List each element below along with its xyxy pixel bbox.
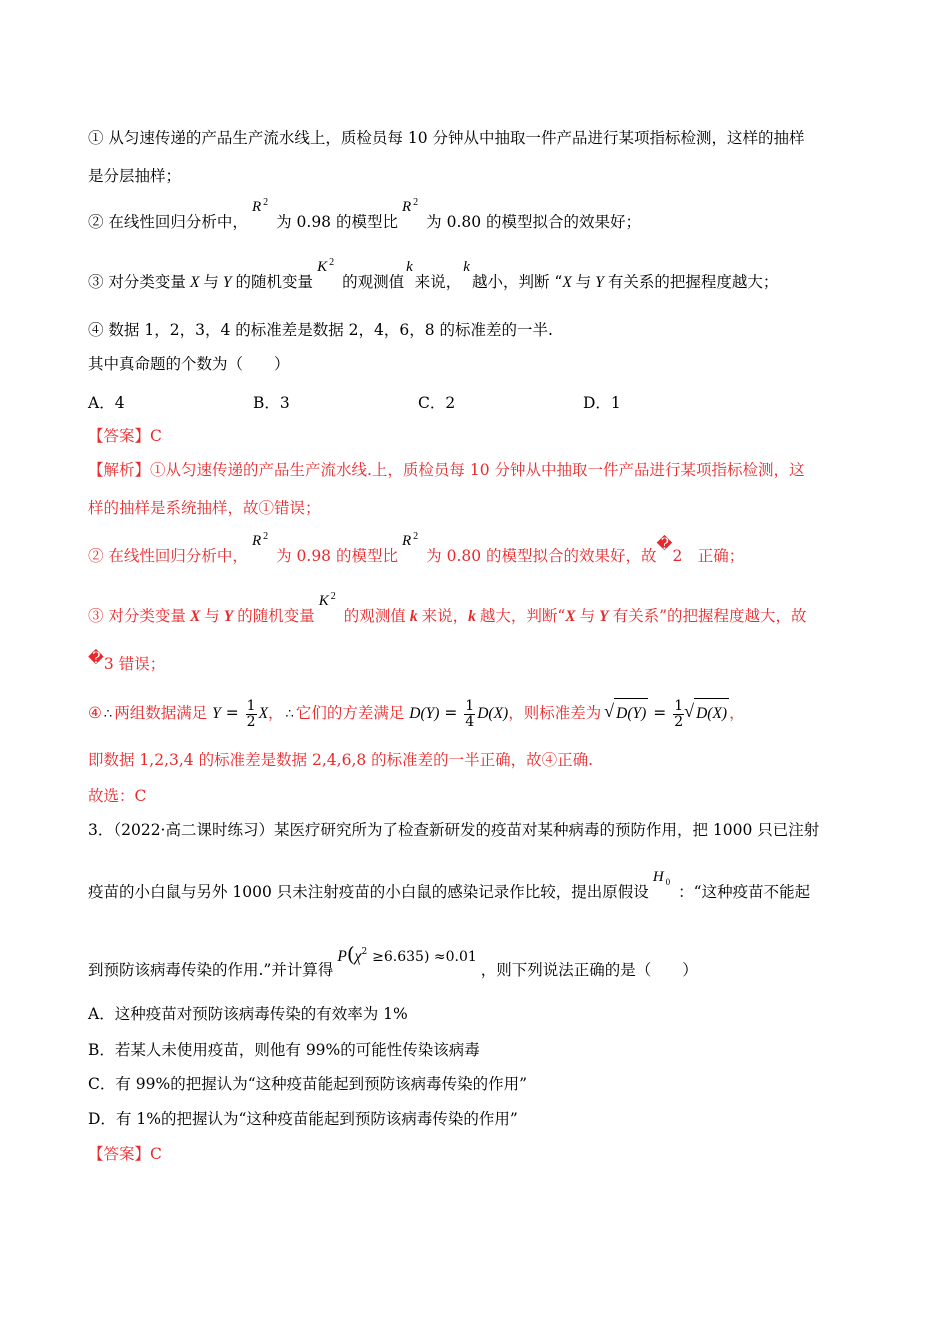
r-squared-4: R $^2$	[401, 531, 419, 549]
option-b: B．3	[253, 394, 290, 412]
analysis-line-7: 即数据 1,2,3,4 的标准差是数据 2,4,6,8 的标准差的一半正确，故④正确.	[88, 751, 594, 769]
item-1-line-2: 是分层抽样；	[88, 167, 182, 185]
analysis-line-3: ② 在线性回归分析中，R $^2$为 0.98 的模型比R $^2$为 0.80 的模型拟合的效果好，故�2 正确；	[88, 531, 745, 565]
equation-y-half-x: Y = $\frac{1}{2}$ X	[212, 697, 269, 730]
analysis-line-2: 样的抽样是系统抽样，故①错误；	[88, 499, 321, 517]
item-2	[88, 197, 642, 235]
h-zero: H $_0$	[652, 869, 671, 887]
item-4: ④ 数据 1，2，3，4 的标准差是数据 2，4，6，8 的标准差的一半.	[88, 321, 553, 339]
analysis-line-6: ④ ∴ 两组数据满足 Y = $\frac{1}{2}$ X， ∴ 它们的方差满足 D(Y) = $\frac{1}{4}$ D(X)，则标准差为 √ D(Y) = $\frac{1}{2}$ √ D(X) ，	[88, 698, 745, 730]
r-squared-3: R $^2$	[251, 531, 269, 549]
q3-option-b: B．若某人未使用疫苗，则他有 99%的可能性传染该病毒	[88, 1041, 480, 1059]
item-1-line-1: ① 从匀速传递的产品生产流水线上，质检员每 10 分钟从中抽取一件产品进行某项指标检测，这样的抽样	[88, 129, 805, 147]
question-stem: 其中真命题的个数为（ ）	[88, 355, 290, 373]
equation-std: √ D(Y) = $\frac{1}{2}$ √ D(X)	[606, 704, 729, 722]
k-squared-2: K $^2$	[318, 591, 336, 609]
r-squared: R $^2$	[251, 197, 269, 215]
answer-label: 【答案】C	[88, 427, 162, 445]
analysis-line-5: �3 错误；	[88, 649, 166, 673]
item-2-prefix: ② 在线性回归分析中，	[88, 213, 248, 231]
probability-expression: $P(\chi^2 \ge 6.635) \approx 0.01$	[337, 942, 477, 966]
item-2-mid: 为 0.98 的模型比	[276, 213, 398, 231]
option-c: C．2	[418, 394, 456, 412]
analysis-line-1: 【解析】①从匀速传递的产品生产流水线.上，质检员每 10 分钟从中抽取一件产品进行某项指标检测，这	[88, 461, 805, 479]
option-d: D．1	[583, 394, 621, 412]
analysis-line-8: 故选：C	[88, 787, 147, 805]
q3-line-2: 疫苗的小白鼠与另外 1000 只未注射疫苗的小白鼠的感染记录作比较，提出原假设H $_0$：“这种疫苗不能起	[88, 869, 811, 901]
item-2-suffix: 为 0.80 的模型拟合的效果好；	[426, 213, 642, 231]
q3-answer-label: 【答案】C	[88, 1145, 162, 1163]
q3-line-3: 到预防该病毒传染的作用.”并计算得$P(\chi^2 \ge 6.635) \approx 0.01$，则下列说法正确的是（ ）	[88, 942, 698, 979]
k-squared: K $^2$	[317, 257, 335, 275]
item-3: ③ 对分类变量 X 与 Y 的随机变量K $^2$的观测值k来说，k越小，判断 “X 与 Y 有关系的把握程度越大；	[88, 257, 779, 291]
option-a: A．4	[88, 394, 125, 412]
equation-variance: D(Y) = $\frac{1}{4}$ D(X)	[409, 697, 509, 730]
garbled-glyph-2: �	[88, 649, 104, 667]
q3-option-c: C．有 99%的把握认为“这种疫苗能起到预防该病毒传染的作用”	[88, 1075, 528, 1093]
q3-option-d: D．有 1%的把握认为“这种疫苗能起到预防该病毒传染的作用”	[88, 1110, 518, 1128]
q3-option-a: A．这种疫苗对预防该病毒传染的有效率为 1%	[88, 1005, 408, 1023]
garbled-glyph: �	[656, 535, 673, 553]
analysis-line-4: ③ 对分类变量 X 与 Y 的随机变量K $^2$的观测值 k 来说，k 越大，判断“X 与 Y 有关系”的把握程度越大，故	[88, 591, 807, 625]
r-squared-2: R $^2$	[401, 197, 419, 215]
q3-line-1: 3．（2022·高二课时练习）某医疗研究所为了检查新研发的疫苗对某种病毒的预防作用，把 1000 只已注射	[88, 821, 820, 839]
